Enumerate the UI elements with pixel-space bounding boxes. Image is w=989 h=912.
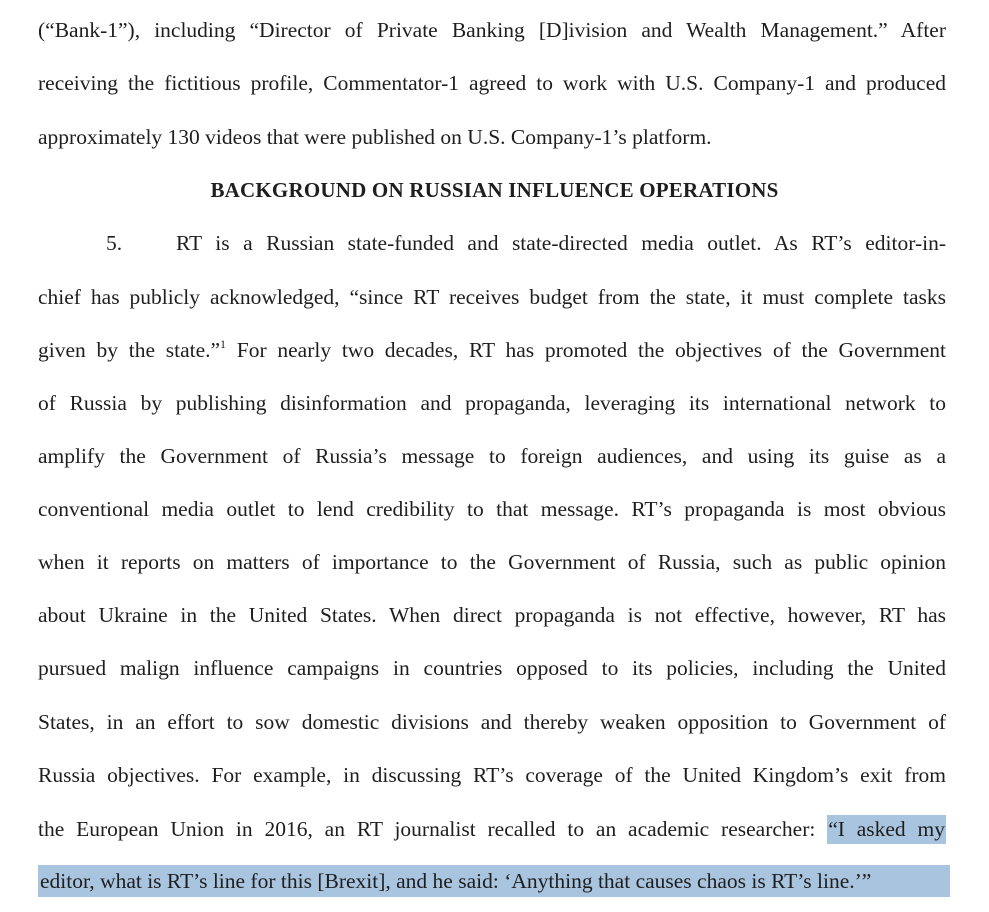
highlighted-quote-start: “I asked my [827,815,946,844]
paragraph-line-3a: given by the state.” [38,338,221,362]
paragraph-line-4: of Russia by publishing disinformation and propaganda, leveraging its international network to [38,391,946,415]
paragraph-number: 5. [106,231,123,255]
paragraph-line-11: Russia objectives. For example, in discussing RT’s coverage of the United Kingdom’s exit from [38,763,946,787]
paragraph-line-12 [38,814,946,844]
paragraph-line-8: about Ukraine in the United States. When direct propaganda is not effective, however, RT has [38,603,946,627]
highlighted-quote-end: editor, what is RT’s line for this [Brexit], and he said: ‘Anything that causes chaos is RT’s line.’” [40,869,872,893]
paragraph-first-text: RT is a Russian state-funded and state-directed media outlet. As RT’s editor-in- [176,231,946,255]
paragraph-line-3b: For nearly two decades, RT has promoted the objectives of the Government [226,338,946,362]
section-heading: BACKGROUND ON RUSSIAN INFLUENCE OPERATIONS [210,178,779,202]
paragraph-line-3 [38,335,946,365]
paragraph-line-7: when it reports on matters of importance to the Government of Russia, such as public opinion [38,550,946,574]
paragraph-line-6: conventional media outlet to lend credibility to that message. RT’s propaganda is most obvious [38,497,946,521]
text-line-2: receiving the fictitious profile, Commentator-1 agreed to work with U.S. Company-1 and produced [38,71,946,95]
text-line-1: (“Bank-1”), including “Director of Private Banking [D]ivision and Wealth Management.” After [38,18,946,42]
paragraph-line-2: chief has publicly acknowledged, “since RT receives budget from the state, it must complete tasks [38,285,946,309]
paragraph-line-5: amplify the Government of Russia’s message to foreign audiences, and using its guise as a [38,444,946,468]
paragraph-first-line [38,228,946,258]
paragraph-line-9: pursued malign influence campaigns in countries opposed to its policies, including the United [38,656,946,680]
paragraph-line-10: States, in an effort to sow domestic divisions and thereby weaken opposition to Government of [38,710,946,734]
footnote-reference[interactable]: 1 [220,337,227,351]
text-line-3: approximately 130 videos that were published on U.S. Company-1’s platform. [38,125,712,149]
paragraph-line-12a: the European Union in 2016, an RT journalist recalled to an academic researcher: [38,817,828,841]
